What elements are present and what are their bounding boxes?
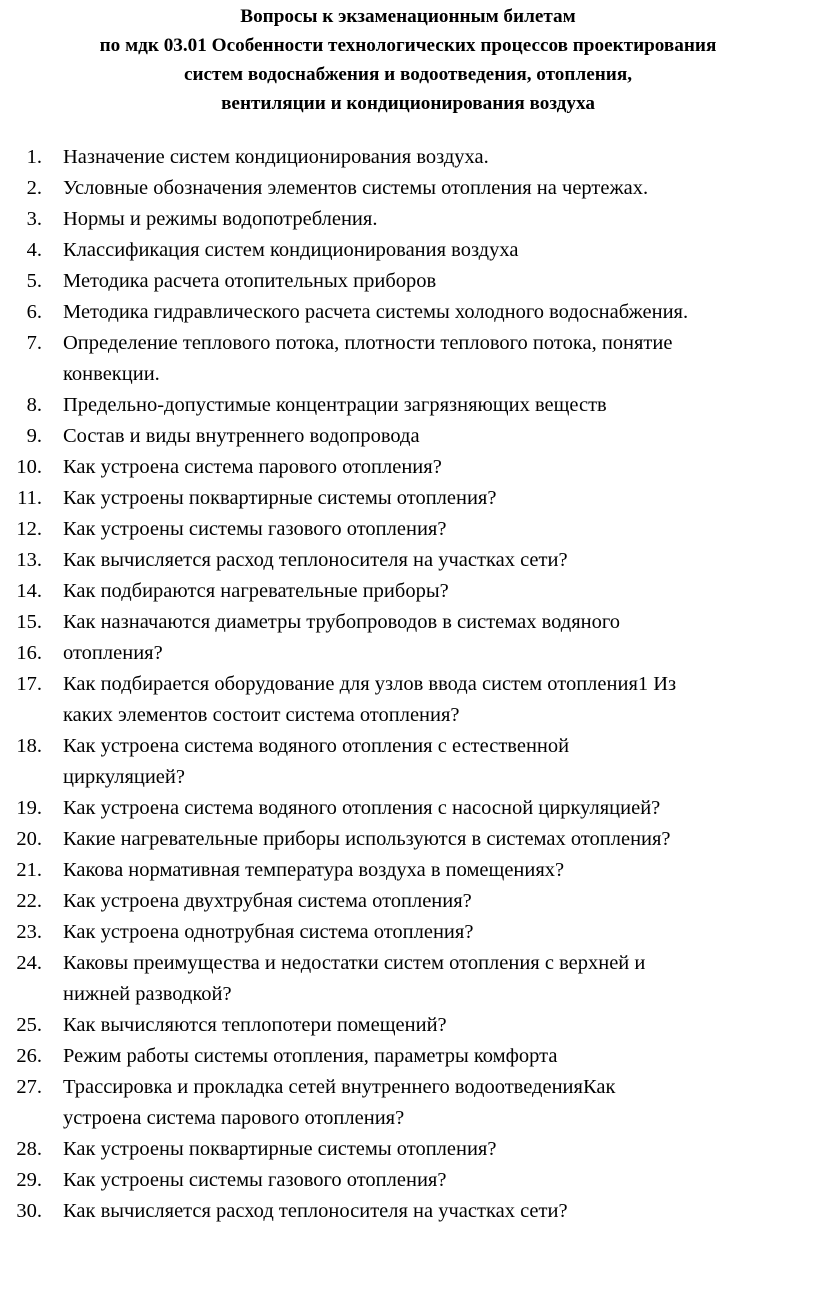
- question-text: [63, 1134, 816, 1165]
- question-number: 28.: [16, 1138, 42, 1160]
- question-text-line: устроена система парового отопления?: [63, 1107, 405, 1129]
- question-item: [0, 297, 816, 328]
- question-text: [63, 855, 816, 886]
- question-text: [63, 576, 816, 607]
- question-number: 9.: [26, 425, 42, 447]
- question-text-line: Определение теплового потока, плотности теплового потока, понятие: [63, 332, 673, 354]
- title-line: систем водоснабжения и водоотведения, отопления,: [183, 64, 633, 85]
- question-item: [0, 917, 816, 948]
- question-number: 3.: [26, 208, 42, 230]
- question-text: [63, 1196, 816, 1227]
- question-number: 4.: [26, 239, 42, 261]
- question-number: 18.: [16, 735, 42, 757]
- question-text: [63, 1072, 816, 1134]
- question-item: [0, 669, 816, 731]
- question-item: [0, 328, 816, 390]
- question-number: 25.: [16, 1014, 42, 1036]
- question-item: [0, 948, 816, 1010]
- question-item: [0, 235, 816, 266]
- question-text-line: Как устроена двухтрубная система отопления?: [63, 890, 472, 912]
- question-text-line: Предельно-допустимые концентрации загрязняющих веществ: [63, 394, 607, 416]
- question-item: [0, 1072, 816, 1134]
- question-text: [63, 824, 816, 855]
- question-text-line: Как подбираются нагревательные приборы?: [63, 580, 449, 602]
- question-text-line: Назначение систем кондиционирования воздуха.: [63, 146, 489, 168]
- question-item: [0, 638, 816, 669]
- question-item: [0, 576, 816, 607]
- question-item: [0, 514, 816, 545]
- question-text-line: Как устроены поквартирные системы отопления?: [63, 487, 497, 509]
- question-item: [0, 173, 816, 204]
- question-text: [63, 917, 816, 948]
- question-number: 14.: [16, 580, 42, 602]
- question-number: 6.: [26, 301, 42, 323]
- question-text-line: Трассировка и прокладка сетей внутреннего водоотведенияКак: [63, 1076, 616, 1098]
- question-number: 1.: [26, 146, 42, 168]
- questions-list: [0, 142, 816, 1227]
- question-text: [63, 142, 816, 173]
- question-text-line: Как устроены системы газового отопления?: [63, 518, 447, 540]
- question-text: [63, 390, 816, 421]
- question-item: [0, 1134, 816, 1165]
- question-text-line: Каковы преимущества и недостатки систем отопления с верхней и: [63, 952, 646, 974]
- question-text-line: Состав и виды внутреннего водопровода: [63, 425, 420, 447]
- question-item: [0, 607, 816, 638]
- question-number: 11.: [17, 487, 42, 509]
- question-number: 30.: [16, 1200, 42, 1222]
- question-item: [0, 545, 816, 576]
- question-number: 8.: [26, 394, 42, 416]
- question-number: 15.: [16, 611, 42, 633]
- question-text-line: циркуляцией?: [63, 766, 185, 788]
- question-text: [63, 514, 816, 545]
- question-text: [63, 545, 816, 576]
- question-item: [0, 483, 816, 514]
- question-text: [63, 1165, 816, 1196]
- question-text-line: Как устроены поквартирные системы отопления?: [63, 1138, 497, 1160]
- question-item: [0, 1041, 816, 1072]
- question-text-line: каких элементов состоит система отопления?: [63, 704, 460, 726]
- question-text: [63, 483, 816, 514]
- question-text-line: Какова нормативная температура воздуха в помещениях?: [63, 859, 565, 881]
- question-text: [63, 266, 816, 297]
- question-text-line: нижней разводкой?: [63, 983, 232, 1005]
- title-line: Вопросы к экзаменационным билетам: [240, 6, 576, 27]
- question-text: [63, 1010, 816, 1041]
- question-item: [0, 793, 816, 824]
- question-number: 17.: [16, 673, 42, 695]
- question-text-line: Нормы и режимы водопотребления.: [63, 208, 378, 230]
- question-number: 10.: [16, 456, 42, 478]
- question-item: [0, 390, 816, 421]
- question-item: [0, 1165, 816, 1196]
- question-text: [63, 297, 816, 328]
- question-item: [0, 731, 816, 793]
- question-number: 7.: [26, 332, 42, 354]
- question-text: [63, 328, 816, 390]
- question-number: 23.: [16, 921, 42, 943]
- question-text-line: Как назначаются диаметры трубопроводов в системах водяного: [63, 611, 621, 633]
- question-item: [0, 204, 816, 235]
- question-item: [0, 452, 816, 483]
- question-text: [63, 607, 816, 638]
- question-number: 19.: [16, 797, 42, 819]
- question-item: [0, 1010, 816, 1041]
- question-text: [63, 669, 816, 731]
- question-text-line: Как устроена система парового отопления?: [63, 456, 442, 478]
- question-text-line: Какие нагревательные приборы используются в системах отопления?: [63, 828, 671, 850]
- question-text-line: Методика расчета отопительных приборов: [63, 270, 437, 292]
- question-text: [63, 235, 816, 266]
- title-line: вентиляции и кондиционирования воздуха: [221, 93, 595, 114]
- question-item: [0, 142, 816, 173]
- question-number: 29.: [16, 1169, 42, 1191]
- question-number: 20.: [16, 828, 42, 850]
- question-text: [63, 421, 816, 452]
- question-text-line: Как устроена однотрубная система отопления?: [63, 921, 474, 943]
- question-text: [63, 173, 816, 204]
- question-text-line: Методика гидравлического расчета системы холодного водоснабжения.: [63, 301, 689, 323]
- question-number: 26.: [16, 1045, 42, 1067]
- question-text: [63, 1041, 816, 1072]
- question-text-line: Как подбирается оборудование для узлов ввода систем отопления1 Из: [63, 673, 677, 695]
- question-number: 2.: [26, 177, 42, 199]
- question-number: 22.: [16, 890, 42, 912]
- question-text-line: Как устроена система водяного отопления с естественной: [63, 735, 570, 757]
- title-line: по мдк 03.01 Особенности технологических процессов проектирования: [99, 35, 717, 56]
- question-text-line: Как устроена система водяного отопления с насосной циркуляцией?: [63, 797, 661, 819]
- question-text: [63, 886, 816, 917]
- question-text: [63, 793, 816, 824]
- question-text: [63, 452, 816, 483]
- question-text: [63, 731, 816, 793]
- question-number: 12.: [16, 518, 42, 540]
- question-text-line: Как вычисляется расход теплоносителя на участках сети?: [63, 1200, 568, 1222]
- question-text: [63, 948, 816, 1010]
- question-text-line: отопления?: [63, 642, 163, 664]
- question-number: 21.: [16, 859, 42, 881]
- question-text: [63, 204, 816, 235]
- document-title: [0, 2, 816, 118]
- question-text-line: Как устроены системы газового отопления?: [63, 1169, 447, 1191]
- question-text-line: Как вычисляется расход теплоносителя на участках сети?: [63, 549, 568, 571]
- question-text-line: Условные обозначения элементов системы отопления на чертежах.: [63, 177, 649, 199]
- question-item: [0, 266, 816, 297]
- question-text-line: Классификация систем кондиционирования воздуха: [63, 239, 519, 261]
- question-number: 24.: [16, 952, 42, 974]
- question-item: [0, 886, 816, 917]
- question-item: [0, 421, 816, 452]
- question-number: 5.: [26, 270, 42, 292]
- question-text-line: конвекции.: [63, 363, 160, 385]
- question-text-line: Как вычисляются теплопотери помещений?: [63, 1014, 447, 1036]
- question-item: [0, 855, 816, 886]
- question-item: [0, 1196, 816, 1227]
- question-text-line: Режим работы системы отопления, параметры комфорта: [63, 1045, 558, 1067]
- question-number: 27.: [16, 1076, 42, 1098]
- question-item: [0, 824, 816, 855]
- question-number: 16.: [16, 642, 42, 664]
- question-number: 13.: [16, 549, 42, 571]
- question-text: [63, 638, 816, 669]
